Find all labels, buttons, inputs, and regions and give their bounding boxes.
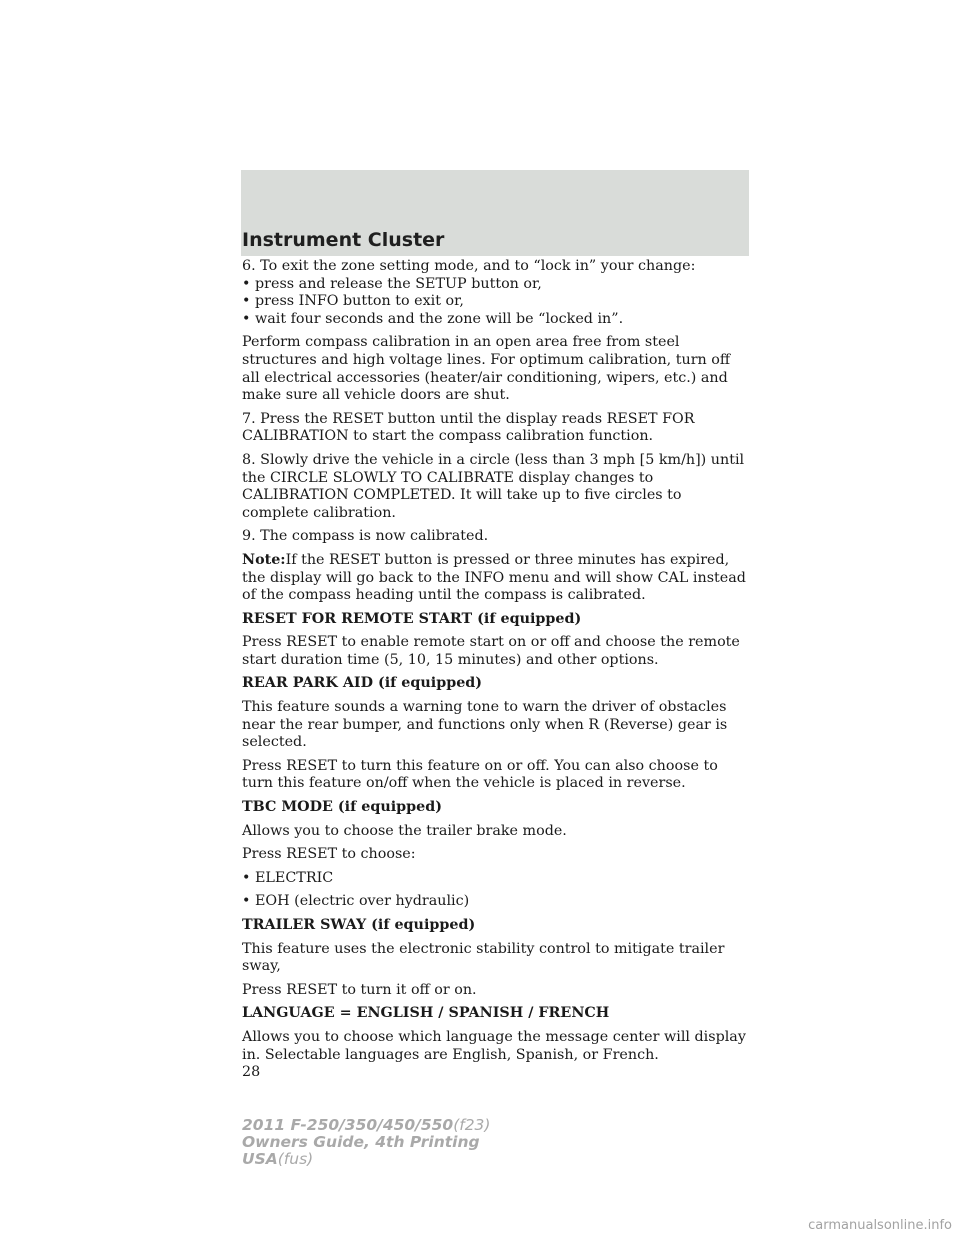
step-9: 9. The compass is now calibrated. [242, 528, 489, 545]
note-label: Note: [242, 551, 286, 568]
page-content [242, 258, 747, 1088]
bullet-icon: • [242, 275, 251, 292]
tbc-options [242, 870, 747, 911]
step-6-bullets [242, 276, 747, 329]
footer-line-1: 2011 F-250/350/450/550(f23) [242, 1116, 491, 1134]
step-8: 8. Slowly drive the vehicle in a circle (less than 3 mph [5 km/h]) until the CIRCLE SLOWLY TO CALIBRATE display changes to CALIBRATION COMPLETED. It will take up to five circles to complete calibration. [242, 451, 745, 521]
footer-line-2: Owners Guide, 4th Printing [242, 1133, 480, 1151]
bullet-icon: • [242, 869, 251, 886]
step-6-intro: 6. To exit the zone setting mode, and to “lock in” your change: [242, 258, 696, 274]
trailer-sway-text-2: Press RESET to turn it off or on. [242, 981, 477, 998]
section-title: Instrument Cluster [242, 229, 445, 251]
language-text: Allows you to choose which language the message center will display in. Selectable languages are English, Spanish, or French. [242, 1028, 746, 1063]
list-item: • press INFO button to exit or, [242, 293, 464, 310]
step-7: 7. Press the RESET button until the display reads RESET FOR CALIBRATION to start the compass calibration function. [242, 410, 695, 445]
park-aid-text-1: This feature sounds a warning tone to warn the driver of obstacles near the rear bumper, and functions only when R (Reverse) gear is selected. [242, 699, 728, 751]
list-item: • wait four seconds and the zone will be “locked in”. [242, 310, 624, 327]
bullet-icon: • [242, 293, 251, 310]
list-item: • EOH (electric over hydraulic) [242, 893, 470, 910]
trailer-sway-heading: TRAILER SWAY (if equipped) [242, 917, 476, 933]
park-aid-heading: REAR PARK AID (if equipped) [242, 675, 483, 692]
footer-line-3: USA(fus) [242, 1150, 314, 1168]
list-item: • ELECTRIC [242, 869, 334, 886]
note-text: If the RESET button is pressed or three minutes has expired, the display will go back to the INFO menu and will show CAL instead of the compass heading until the compass is calibrated. [242, 551, 746, 604]
print-footer [242, 1117, 490, 1168]
tbc-text-2: Press RESET to choose: [242, 846, 416, 863]
calibration-paragraph: Perform compass calibration in an open area free from steel structures and high voltage lines. For optimum calibration, turn off all electrical accessories (heater/air conditioning, wipers, etc.) and make sure all vehicle doors are shut. [242, 334, 731, 404]
bullet-icon: • [242, 893, 251, 910]
remote-start-text: Press RESET to enable remote start on or off and choose the remote start duration time (5, 10, 15 minutes) and other options. [242, 634, 740, 668]
list-item: • press and release the SETUP button or, [242, 275, 542, 292]
park-aid-text-2: Press RESET to turn this feature on or off. You can also choose to turn this feature on/off when the vehicle is placed in reverse. [242, 757, 718, 792]
language-heading: LANGUAGE = ENGLISH / SPANISH / FRENCH [242, 1005, 610, 1022]
note-paragraph [242, 552, 747, 605]
tbc-text-1: Allows you to choose the trailer brake mode. [242, 822, 567, 839]
tbc-heading: TBC MODE (if equipped) [242, 799, 442, 816]
trailer-sway-text-1: This feature uses the electronic stability control to mitigate trailer sway, [242, 940, 725, 975]
page-number: 28 [242, 1064, 261, 1081]
remote-start-heading: RESET FOR REMOTE START (if equipped) [242, 610, 582, 627]
bullet-icon: • [242, 310, 251, 327]
watermark: carmanualsonline.info [808, 1218, 952, 1233]
